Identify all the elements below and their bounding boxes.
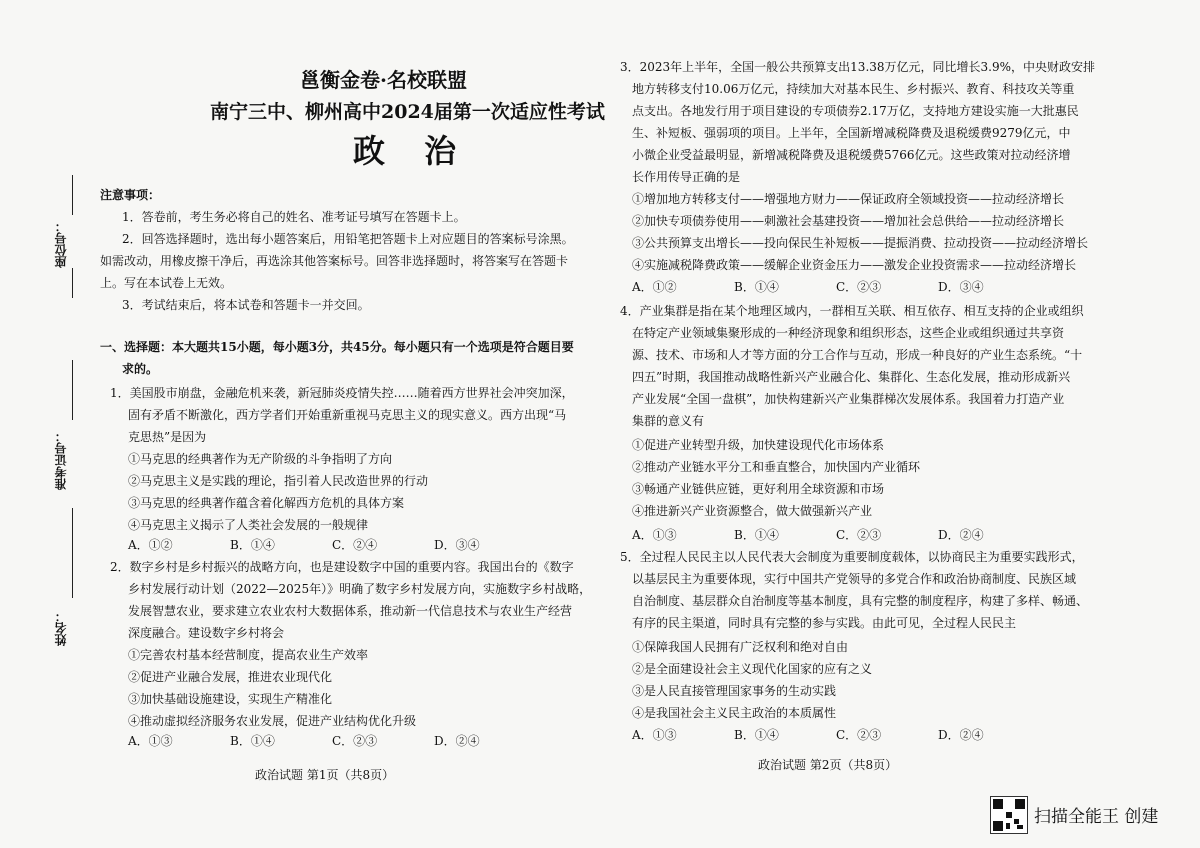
- binding-line-exam-id: [72, 360, 73, 420]
- q3-line: 生、补短板、强弱项的项目。上半年，全国新增减税降费及退税缓费9279亿元，中: [632, 126, 1071, 140]
- q1-line: 克思热”是因为: [128, 430, 207, 444]
- q5-line: ④是我国社会主义民主政治的本质属性: [632, 706, 837, 720]
- q1-option-c: C．②④: [332, 538, 378, 552]
- q2-option-a: A．①③: [128, 734, 173, 748]
- binding-line-name: [72, 508, 73, 598]
- q4-line: ①促进产业转型升级，加快建设现代化市场体系: [632, 438, 885, 452]
- q3-line: ③公共预算支出增长——投向保民生补短板——提振消费、拉动投资——拉动经济增长: [632, 236, 1089, 250]
- q2-line: 2．数字乡村是乡村振兴的战略方向，也是建设数字中国的重要内容。我国出台的《数字: [110, 560, 574, 574]
- q5-line: 自治制度、基层群众自治制度等基本制度，具有完整的制度程序，构建了多样、畅通、: [632, 594, 1089, 608]
- exam-title: 南宁三中、柳州高中2024届第一次适应性考试: [210, 101, 605, 123]
- q4-line: 源、技术、市场和人才等方面的分工合作与互动，形成一种良好的产业生态系统。“十: [632, 348, 1083, 362]
- q5-option-b: B．①④: [734, 728, 779, 742]
- q1-line: ③马克思的经典著作蕴含着化解西方危机的具体方案: [128, 496, 405, 510]
- q3-option-a: A．①②: [632, 280, 677, 294]
- q4-option-a: A．①③: [632, 528, 677, 542]
- q3-line: 3．2023年上半年，全国一般公共预算支出13.38万亿元，同比增长3.9%，中央财政安排: [620, 60, 1096, 74]
- q4-line: ④推进新兴产业资源整合，做大做强新兴产业: [632, 504, 873, 518]
- q2-line: 深度融合。建设数字乡村将会: [128, 626, 285, 640]
- q4-option-b: B．①④: [734, 528, 779, 542]
- notice-line: 上。写在本试卷上无效。: [100, 276, 233, 290]
- notice-line: 2．回答选择题时，选出每小题答案后，用铅笔把答题卡上对应题目的答案标号涂黑。: [122, 232, 574, 246]
- q4-line: 产业发展“全国一盘棋”，加快构建新兴产业集群梯次发展体系。我国着力打造产业: [632, 392, 1065, 406]
- q3-option-d: D．③④: [938, 280, 984, 294]
- q4-line: 四五”时期，我国推动战略性新兴产业融合化、集群化、生态化发展，推动形成新兴: [632, 370, 1071, 384]
- q3-line: ①增加地方转移支付——增强地方财力——保证政府全领域投资——拉动经济增长: [632, 192, 1065, 206]
- q1-option-a: A．①②: [128, 538, 173, 552]
- q1-option-b: B．①④: [230, 538, 275, 552]
- q1-line: ④马克思主义揭示了人类社会发展的一般规律: [128, 518, 369, 532]
- q4-line: 在特定产业领域集聚形成的一种经济现象和组织形态，这些企业或组织通过共享资: [632, 326, 1065, 340]
- seat-number-label: 座位号：: [54, 220, 68, 268]
- qr-code-icon: [990, 796, 1028, 834]
- q2-line: 乡村发展行动计划（2022—2025年）》明确了数字乡村发展方向，实施数字乡村战略，: [128, 582, 592, 596]
- q3-line: 点支出。各地发行用于项目建设的专项债券2.17万亿，支持地方建设实施一大批惠民: [632, 104, 1079, 118]
- q2-option-c: C．②③: [332, 734, 378, 748]
- binding-line-seat: [72, 175, 73, 215]
- q5-line: 以基层民主为重要体现，实行中国共产党领导的多党合作和政治协商制度、民族区域: [632, 572, 1077, 586]
- q2-option-b: B．①④: [230, 734, 275, 748]
- q1-line: ②马克思主义是实践的理论，指引着人民改造世界的行动: [128, 474, 429, 488]
- q2-line: ③加快基础设施建设，实现生产精准化: [128, 692, 333, 706]
- page-2-footer: 政治试题 第2页（共8页）: [758, 758, 898, 772]
- notice-line: 1．答卷前，考生务必将自己的姓名、准考证号填写在答题卡上。: [122, 210, 466, 224]
- q3-line: 长作用传导正确的是: [632, 170, 741, 184]
- section-heading-cont: 求的。: [122, 362, 159, 376]
- q5-line: ①保障我国人民拥有广泛权利和绝对自由: [632, 640, 849, 654]
- q1-line: ①马克思的经典著作为无产阶级的斗争指明了方向: [128, 452, 393, 466]
- q3-line: ②加快专项债券使用——刺激社会基建投资——增加社会总供给——拉动经济增长: [632, 214, 1065, 228]
- q4-option-d: D．②④: [938, 528, 984, 542]
- q3-option-c: C．②③: [836, 280, 882, 294]
- q5-line: ②是全面建设社会主义现代化国家的应有之义: [632, 662, 873, 676]
- q3-option-b: B．①④: [734, 280, 779, 294]
- q5-option-c: C．②③: [836, 728, 882, 742]
- q1-line: 1．美国股市崩盘，金融危机来袭，新冠肺炎疫情失控……随着西方世界社会冲突加深，: [110, 386, 574, 400]
- q5-line: 5．全过程人民民主以人民代表大会制度为重要制度载体，以协商民主为重要实践形式，: [620, 550, 1084, 564]
- binding-line-seat-2: [72, 268, 73, 298]
- q4-line: 集群的意义有: [632, 414, 705, 428]
- notice-heading: 注意事项：: [100, 188, 161, 202]
- page-1-footer: 政治试题 第1页（共8页）: [255, 768, 395, 782]
- notice-line: 3．考试结束后，将本试卷和答题卡一并交回。: [122, 298, 370, 312]
- q2-line: ④推动虚拟经济服务农业发展，促进产业结构优化升级: [128, 714, 417, 728]
- q4-line: ②推动产业链水平分工和垂直整合，加快国内产业循环: [632, 460, 921, 474]
- q4-option-c: C．②③: [836, 528, 882, 542]
- q4-line: 4．产业集群是指在某个地理区域内，一群相互关联、相互依存、相互支持的企业或组织: [620, 304, 1084, 318]
- q5-line: ③是人民直接管理国家事务的生动实践: [632, 684, 837, 698]
- subject-title: 政 治: [353, 132, 471, 170]
- name-label: 姓名：: [54, 610, 68, 646]
- q2-option-d: D．②④: [434, 734, 480, 748]
- scanner-brand-label: 扫描全能王 创建: [1034, 807, 1159, 827]
- section-heading: 一、选择题：本大题共15小题，每小题3分，共45分。每小题只有一个选项是符合题目要: [100, 340, 574, 354]
- q2-line: ①完善农村基本经营制度，提高农业生产效率: [128, 648, 369, 662]
- q1-option-d: D．③④: [434, 538, 480, 552]
- exam-series-title: 邕衡金卷·名校联盟: [300, 68, 467, 92]
- q3-line: 地方转移支付10.06万亿元，持续加大对基本民生、乡村振兴、教育、科技攻关等重: [632, 82, 1075, 96]
- q5-line: 有序的民主渠道，同时具有完整的参与实践。由此可见，全过程人民民主: [632, 616, 1017, 630]
- q2-line: 发展智慧农业，要求建立农业农村大数据体系，推动新一代信息技术与农业生产经营: [128, 604, 573, 618]
- notice-line: 如需改动，用橡皮擦干净后，再选涂其他答案标号。回答非选择题时，将答案写在答题卡: [100, 254, 569, 268]
- q1-line: 固有矛盾不断激化，西方学者们开始重新重视马克思主义的现实意义。西方出现“马: [128, 408, 567, 422]
- q5-option-d: D．②④: [938, 728, 984, 742]
- q2-line: ②促进产业融合发展，推进农业现代化: [128, 670, 333, 684]
- q3-line: ④实施减税降费政策——缓解企业资金压力——激发企业投资需求——拉动经济增长: [632, 258, 1077, 272]
- exam-id-label: 准考证号：: [54, 430, 68, 490]
- q4-line: ③畅通产业链供应链，更好利用全球资源和市场: [632, 482, 885, 496]
- q5-option-a: A．①③: [632, 728, 677, 742]
- q3-line: 小微企业受益最明显，新增减税降费及退税缓费5766亿元。这些政策对拉动经济增: [632, 148, 1071, 162]
